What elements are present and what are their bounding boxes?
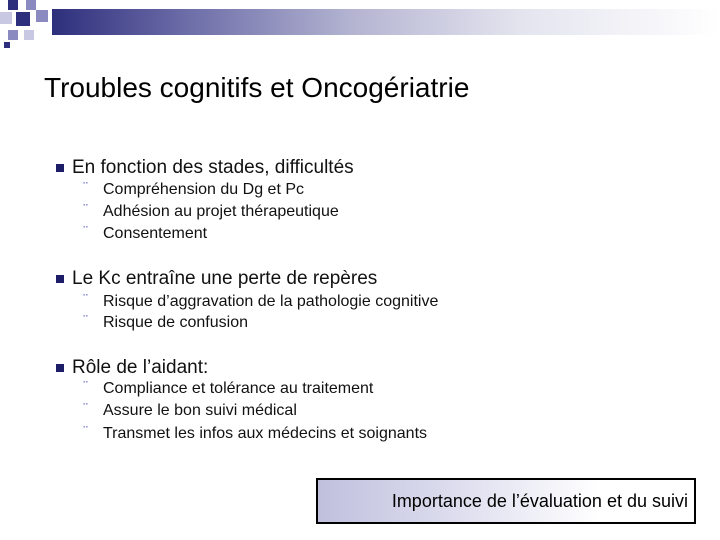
- header-gradient-bar: [52, 9, 720, 35]
- bullet-marker: [56, 164, 64, 172]
- bullet-marker: [56, 364, 64, 372]
- bullet-text: En fonction des stades, difficultés: [72, 157, 354, 178]
- deco-square: [4, 42, 10, 48]
- callout-text: Importance de l’évaluation et du suivi: [391, 490, 688, 511]
- sub-bullet-marker: ¨: [82, 203, 89, 219]
- sub-bullet-text: Compliance et tolérance au traitement: [103, 380, 374, 397]
- sub-bullet-text: Compréhension du Dg et Pc: [103, 181, 304, 198]
- sub-bullet-text: Assure le bon suivi médical: [103, 402, 297, 419]
- deco-square: [0, 12, 12, 24]
- sub-bullet-marker: ¨: [82, 293, 89, 309]
- header-decoration: [0, 0, 720, 50]
- sub-bullet-marker: ¨: [82, 402, 89, 418]
- bullet-text: Rôle de l’aidant:: [72, 357, 209, 378]
- bullet-text: Le Kc entraîne une perte de repères: [72, 268, 378, 289]
- deco-square: [24, 30, 34, 40]
- sub-bullet-marker: ¨: [82, 425, 89, 441]
- sub-bullet-text: Transmet les infos aux médecins et soignants: [103, 425, 428, 442]
- callout-box: [316, 478, 696, 524]
- deco-square: [26, 0, 36, 10]
- sub-bullet-marker: ¨: [82, 225, 89, 241]
- deco-square: [36, 10, 48, 22]
- deco-square: [8, 0, 18, 10]
- sub-bullet-marker: ¨: [82, 314, 89, 330]
- sub-bullet-text: Risque d’aggravation de la pathologie cognitive: [103, 293, 439, 310]
- sub-bullet-marker: ¨: [82, 380, 89, 396]
- sub-bullet-text: Adhésion au projet thérapeutique: [103, 203, 339, 220]
- sub-bullet-marker: ¨: [82, 181, 89, 197]
- deco-square: [8, 30, 18, 40]
- sub-bullet-text: Consentement: [103, 225, 208, 242]
- bullet-marker: [56, 275, 64, 283]
- deco-square: [16, 12, 30, 26]
- sub-bullet-text: Risque de confusion: [103, 314, 248, 331]
- slide-title: Troubles cognitifs et Oncogériatrie: [44, 72, 470, 103]
